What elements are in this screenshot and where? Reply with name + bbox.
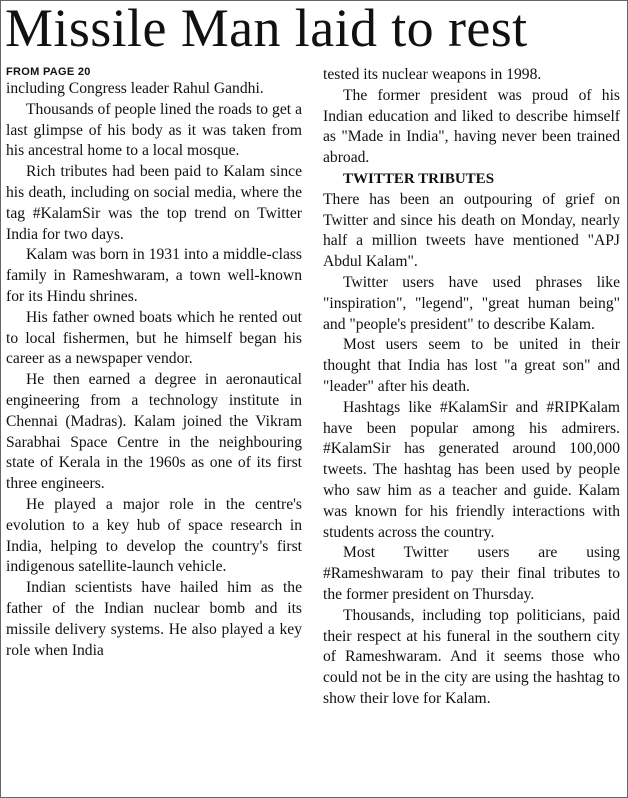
paragraph: Most users seem to be united in their thought that India has lost "a great son" and "leader" after his death. <box>323 336 620 395</box>
paragraph: Twitter users have used phrases like "inspiration", "legend", "great human being" and "people's president" to describe Kalam. <box>323 273 620 333</box>
paragraph: Thousands, including top politicians, paid their respect at his funeral in the southern city of Rameshwaram. And it seems those who could not be in the city are using the hashtag to show their love for Kalam. <box>323 606 620 707</box>
paragraph: Most Twitter users are using #Rameshwaram to pay their final tributes to the former president on Thursday. <box>323 544 620 603</box>
continued-from-label: FROM PAGE 20 <box>6 66 91 78</box>
headline: Missile Man laid to rest <box>5 0 528 58</box>
paragraph: There has been an outpouring of grief on Twitter and since his death on Monday, nearly half a million tweets have mentioned "APJ Abdul Kalam". <box>323 190 620 271</box>
paragraph: Hashtags like #KalamSir and #RIPKalam have been popular among his admirers. #KalamSir has generated around 100,000 tweets. The hashtag has been used by people who saw him as a teacher and guide. Kalam was known for his friendly interactions with students across the country. <box>323 398 620 541</box>
paragraph: Kalam was born in 1931 into a middle-class family in Rameshwaram, a town well-known for its Hindu shrines. <box>6 246 302 305</box>
article-column-1 <box>6 65 302 661</box>
paragraph: The former president was proud of his Indian education and liked to describe himself as "Made in India", having never been trained abroad. <box>323 86 620 167</box>
paragraph: including Congress leader Rahul Gandhi. <box>6 80 264 97</box>
paragraph: He then earned a degree in aeronautical engineering from a technology institute in Chennai (Madras). Kalam joined the Vikram Sarabhai Space Centre in the neighbouring state of Kerala in the 1960s as one of its first three engineers. <box>6 371 302 493</box>
subhead-twitter-tributes: TWITTER TRIBUTES <box>343 170 495 187</box>
paragraph: Indian scientists have hailed him as the father of the Indian nuclear bomb and its missile delivery systems. He also played a key role when India <box>6 579 302 659</box>
paragraph: Thousands of people lined the roads to get a last glimpse of his body as it was taken from his ancestral home to a local mosque. <box>6 100 302 160</box>
paragraph: Rich tributes had been paid to Kalam since his death, including on social media, where the tag #KalamSir was the top trend on Twitter India for two days. <box>6 163 302 243</box>
article-column-2 <box>323 65 620 710</box>
paragraph: His father owned boats which he rented out to local fishermen, but he himself began his career as a newspaper vendor. <box>6 308 302 368</box>
paragraph: He played a major role in the centre's evolution to a key hub of space research in India, helping to develop the country's first indigenous satellite-launch vehicle. <box>6 495 302 576</box>
paragraph: tested its nuclear weapons in 1998. <box>323 66 542 83</box>
